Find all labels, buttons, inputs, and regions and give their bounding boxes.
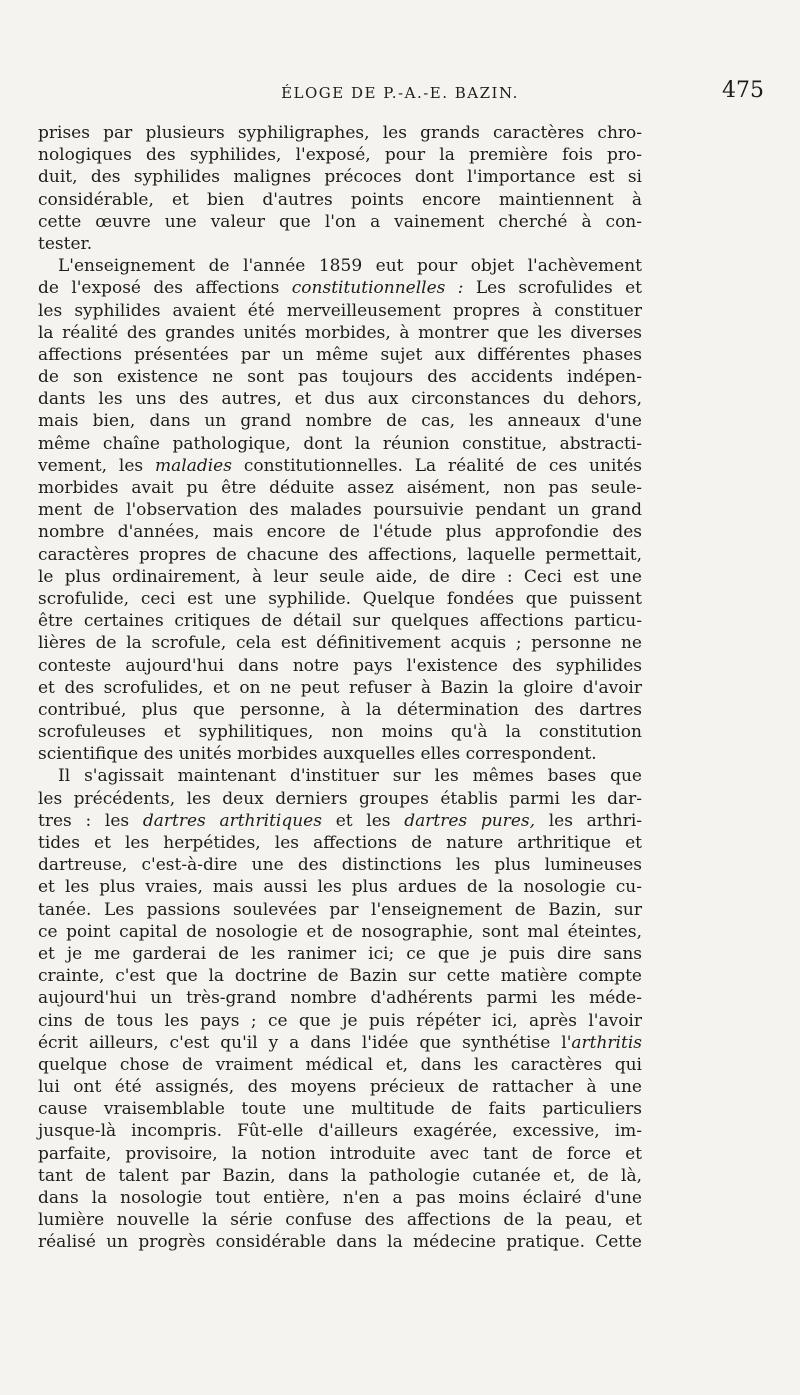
text-line <box>38 921 642 943</box>
text-line <box>38 699 642 721</box>
text-segment: tester. <box>38 233 93 254</box>
text-segment: cette œuvre une valeur que l'on a vainement cherché à con- <box>38 211 642 232</box>
text-line <box>38 566 642 588</box>
italic-text: arthritis <box>571 1032 642 1053</box>
text-segment: cause vraisemblable toute une multitude de faits particuliers <box>38 1099 642 1120</box>
text-line <box>38 344 642 366</box>
page-number: 475 <box>722 78 764 103</box>
text-segment: constitutionnelles. La réalité de ces unités <box>231 455 642 476</box>
text-line <box>38 965 642 987</box>
text-line <box>38 1054 642 1076</box>
text-segment: ment de l'observation des malades poursuivie pendant un grand <box>38 500 642 521</box>
text-segment: lui ont été assignés, des moyens précieux de rattacher à une <box>38 1077 642 1098</box>
text-line <box>38 1120 642 1142</box>
italic-text: constitutionnelles : <box>291 278 464 299</box>
text-line <box>38 1165 642 1187</box>
text-segment: Il s'agissait maintenant d'instituer sur les mêmes bases que <box>58 766 642 787</box>
text-line <box>38 189 642 211</box>
text-line <box>38 366 642 388</box>
text-line <box>38 1187 642 1209</box>
text-segment: être certaines critiques de détail sur quelques affections particu- <box>38 611 642 632</box>
text-segment: affections présentées par un même sujet aux différentes phases <box>38 344 642 365</box>
text-segment: contribué, plus que personne, à la détermination des dartres <box>38 699 642 720</box>
text-segment: dartreuse, c'est-à-dire une des distinctions les plus lumineuses <box>38 855 642 876</box>
text-segment: tanée. Les passions soulevées par l'enseignement de Bazin, sur <box>38 899 642 920</box>
running-head <box>38 76 762 110</box>
running-title: ÉLOGE DE P.-A.-E. BAZIN. <box>281 84 519 102</box>
text-segment: morbides avait pu être déduite assez aisément, non pas seule- <box>38 478 642 498</box>
text-line <box>38 1209 642 1231</box>
text-line <box>38 166 642 188</box>
text-line <box>38 1010 642 1032</box>
text-segment: jusque-là incompris. Fût-elle d'ailleurs exagérée, excessive, im- <box>38 1121 642 1142</box>
text-line <box>38 943 642 965</box>
text-line <box>38 1076 642 1098</box>
text-line <box>38 899 642 921</box>
text-line <box>38 544 642 566</box>
text-segment: de son existence ne sont pas toujours des accidents indépen- <box>38 367 642 388</box>
text-segment: et je me garderai de les ranimer ici; ce que je puis dire sans <box>38 943 642 964</box>
text-segment: la réalité des grandes unités morbides, à montrer que les diverses <box>38 322 642 343</box>
text-line <box>38 765 642 787</box>
text-line <box>38 410 642 432</box>
text-line <box>38 655 642 677</box>
text-line <box>38 499 642 521</box>
text-segment: et les plus vraies, mais aussi les plus ardues de la nosologie cu- <box>38 877 642 898</box>
text-line <box>38 277 642 299</box>
text-segment: tant de talent par Bazin, dans la pathologie cutanée et, de là, <box>38 1165 642 1186</box>
text-segment: L'enseignement de l'année 1859 eut pour objet l'achèvement <box>58 256 642 277</box>
text-segment: et des scrofulides, et on ne peut refuser à Bazin la gloire d'avoir <box>38 677 642 698</box>
text-line <box>38 1231 642 1253</box>
text-line <box>38 144 642 166</box>
text-segment: le plus ordinairement, à leur seule aide, de dire : Ceci est une <box>38 566 642 587</box>
text-segment: parfaite, provisoire, la notion introduite avec tant de force et <box>38 1143 642 1164</box>
text-line <box>38 233 642 255</box>
text-line <box>38 677 642 699</box>
text-line <box>38 632 642 654</box>
text-segment: ce point capital de nosologie et de nosographie, sont mal éteintes, <box>38 921 642 942</box>
text-segment: dants les uns des autres, et dus aux circonstances du dehors, <box>38 389 642 410</box>
text-segment: les syphilides avaient été merveilleusement propres à constituer <box>38 300 642 321</box>
text-line <box>38 521 642 543</box>
text-segment: aujourd'hui un très-grand nombre d'adhérents parmi les méde- <box>38 988 642 1009</box>
text-segment: tres : les <box>38 810 143 831</box>
text-segment: prises par plusieurs syphiligraphes, les grands caractères chro- <box>38 123 642 143</box>
text-segment: écrit ailleurs, c'est qu'il y a dans l'idée que synthétise l' <box>38 1032 572 1053</box>
text-line <box>38 1032 642 1054</box>
text-line <box>38 1098 642 1120</box>
body-text <box>38 122 642 1254</box>
text-line <box>38 211 642 233</box>
text-segment: caractères propres de chacune des affections, laquelle permettait, <box>38 544 642 565</box>
text-line <box>38 433 642 455</box>
text-line <box>38 477 642 499</box>
text-segment: dans la nosologie tout entière, n'en a pas moins éclairé d'une <box>38 1188 642 1208</box>
text-segment: les arthri- <box>535 810 643 831</box>
text-line <box>38 255 642 277</box>
text-segment: même chaîne pathologique, dont la réunion constitue, abstracti- <box>38 433 642 454</box>
text-line <box>38 854 642 876</box>
text-line <box>38 610 642 632</box>
text-segment: réalisé un progrès considérable dans la médecine pratique. Cette <box>38 1232 642 1253</box>
italic-text: dartres pures, <box>404 810 536 831</box>
text-segment: et les <box>321 810 405 831</box>
text-segment: les précédents, les deux derniers groupes établis parmi les dar- <box>38 788 642 809</box>
text-segment: duit, des syphilides malignes précoces dont l'importance est si <box>38 167 642 188</box>
text-segment: conteste aujourd'hui dans notre pays l'existence des syphilides <box>38 655 642 676</box>
text-segment: nologiques des syphilides, l'exposé, pour la première fois pro- <box>38 145 642 166</box>
text-line <box>38 743 642 765</box>
text-segment: scientifique des unités morbides auxquelles elles correspondent. <box>38 744 597 765</box>
text-line <box>38 810 642 832</box>
text-segment: Les scrofulides et <box>463 278 643 299</box>
italic-text: dartres arthritiques <box>142 810 322 831</box>
text-segment: de l'exposé des affections <box>38 278 292 299</box>
text-line <box>38 588 642 610</box>
text-segment: nombre d'années, mais encore de l'étude plus approfondie des <box>38 522 642 543</box>
text-line <box>38 322 642 344</box>
text-line <box>38 788 642 810</box>
text-line <box>38 122 642 144</box>
text-line <box>38 388 642 410</box>
text-line <box>38 832 642 854</box>
text-segment: mais bien, dans un grand nombre de cas, les anneaux d'une <box>38 411 642 432</box>
text-line <box>38 876 642 898</box>
text-segment: scrofulide, ceci est une syphilide. Quelque fondées que puissent <box>38 588 642 609</box>
text-line <box>38 300 642 322</box>
text-segment: cins de tous les pays ; ce que je puis répéter ici, après l'avoir <box>38 1010 642 1031</box>
text-segment: considérable, et bien d'autres points encore maintiennent à <box>38 189 642 210</box>
text-segment: crainte, c'est que la doctrine de Bazin sur cette matière compte <box>38 966 642 987</box>
text-segment: tides et les herpétides, les affections de nature arthritique et <box>38 833 642 853</box>
text-segment: lumière nouvelle la série confuse des affections de la peau, et <box>38 1210 642 1231</box>
text-segment: scrofuleuses et syphilitiques, non moins qu'à la constitution <box>38 722 642 743</box>
text-segment: lières de la scrofule, cela est définitivement acquis ; personne ne <box>38 633 642 654</box>
text-line <box>38 1143 642 1165</box>
text-line <box>38 721 642 743</box>
text-segment: quelque chose de vraiment médical et, dans les caractères qui <box>38 1054 642 1075</box>
italic-text: maladies <box>155 455 232 476</box>
text-line <box>38 455 642 477</box>
text-segment: vement, les <box>38 455 156 476</box>
text-line <box>38 987 642 1009</box>
